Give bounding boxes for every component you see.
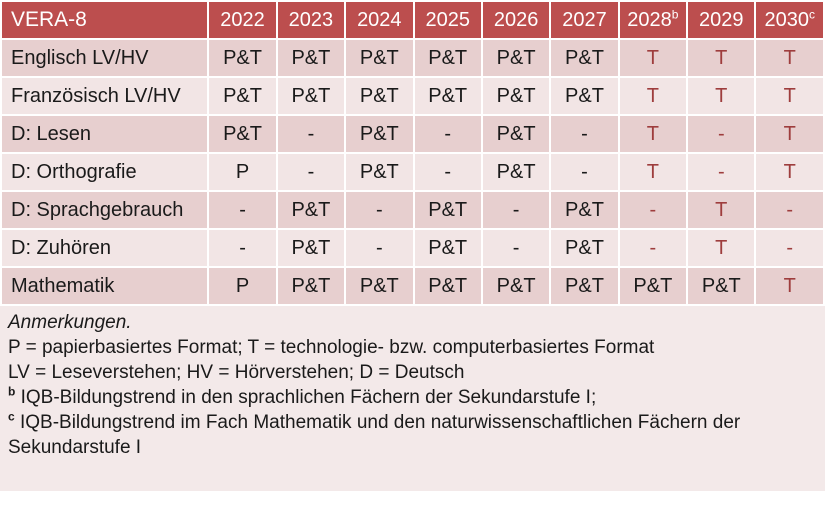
cell-2029: -	[688, 154, 754, 190]
cell-2024: -	[346, 192, 412, 228]
cell-2023: P&T	[278, 192, 344, 228]
cell-2026: P&T	[483, 116, 549, 152]
cell-2025: P&T	[415, 192, 481, 228]
table-row	[2, 78, 823, 114]
column-header-2026: 2026	[483, 2, 549, 38]
cell-2026: P&T	[483, 154, 549, 190]
cell-2027: P&T	[551, 40, 617, 76]
cell-2022: P&T	[209, 78, 275, 114]
row-label: D: Orthografie	[2, 154, 207, 190]
column-header-2027: 2027	[551, 2, 617, 38]
cell-2024: P&T	[346, 268, 412, 304]
column-header-2023: 2023	[278, 2, 344, 38]
cell-2025: P&T	[415, 268, 481, 304]
table-header-row	[2, 2, 823, 38]
table-row	[2, 116, 823, 152]
cell-2029: T	[688, 78, 754, 114]
cell-2029: T	[688, 192, 754, 228]
note-abbreviations: LV = Leseverstehen; HV = Hörverstehen; D = Deutsch	[8, 362, 465, 383]
table-row	[2, 268, 823, 304]
table-row	[2, 154, 823, 190]
cell-2027: P&T	[551, 230, 617, 266]
cell-2028: T	[620, 78, 686, 114]
cell-2026: -	[483, 230, 549, 266]
cell-2024: P&T	[346, 40, 412, 76]
column-header-superscript: b	[671, 6, 679, 21]
cell-2025: -	[415, 116, 481, 152]
cell-2029: P&T	[688, 268, 754, 304]
cell-2023: P&T	[278, 78, 344, 114]
notes-heading: Anmerkungen.	[8, 312, 132, 333]
row-label: D: Lesen	[2, 116, 207, 152]
cell-2022: -	[209, 192, 275, 228]
column-header-2030: 2030$^c$	[756, 2, 823, 38]
cell-2029: -	[688, 116, 754, 152]
cell-2028: -	[620, 230, 686, 266]
cell-2025: P&T	[415, 40, 481, 76]
cell-2030: T	[756, 78, 823, 114]
cell-2026: -	[483, 192, 549, 228]
cell-2023: P&T	[278, 230, 344, 266]
cell-2023: P&T	[278, 268, 344, 304]
cell-2025: -	[415, 154, 481, 190]
cell-2028: T	[620, 40, 686, 76]
cell-2030: T	[756, 116, 823, 152]
cell-2022: P&T	[209, 116, 275, 152]
footnote-b-text: IQB-Bildungstrend in den sprachlichen Fächern der Sekundarstufe I;	[20, 387, 597, 408]
note-formats: P = papierbasiertes Format; T = technologie- bzw. computerbasiertes Format	[8, 337, 655, 358]
footnote-c	[8, 410, 817, 460]
table-row	[2, 192, 823, 228]
cell-2025: P&T	[415, 78, 481, 114]
cell-2028: T	[620, 116, 686, 152]
cell-2027: P&T	[551, 268, 617, 304]
cell-2023: -	[278, 116, 344, 152]
table-body	[2, 40, 823, 304]
row-label: Mathematik	[2, 268, 207, 304]
cell-2027: -	[551, 116, 617, 152]
footnote-c-text: IQB-Bildungstrend im Fach Mathematik und den naturwissenschaftlichen Fächern der Sekundarstufe I	[8, 412, 741, 458]
cell-2027: P&T	[551, 192, 617, 228]
column-header-2022: 2022	[209, 2, 275, 38]
table-row	[2, 40, 823, 76]
cell-2030: -	[756, 192, 823, 228]
row-label: Englisch LV/HV	[2, 40, 207, 76]
cell-2025: P&T	[415, 230, 481, 266]
footnote-b-marker: b	[8, 384, 16, 399]
cell-2027: P&T	[551, 78, 617, 114]
cell-2024: P&T	[346, 78, 412, 114]
table-title: VERA-8	[2, 2, 207, 38]
row-label: D: Zuhören	[2, 230, 207, 266]
column-header-2028: 2028$^b$	[620, 2, 686, 38]
column-header-2024: 2024	[346, 2, 412, 38]
cell-2024: -	[346, 230, 412, 266]
cell-2030: -	[756, 230, 823, 266]
row-label: D: Sprachgebrauch	[2, 192, 207, 228]
cell-2029: T	[688, 40, 754, 76]
cell-2027: -	[551, 154, 617, 190]
column-header-superscript: c	[808, 6, 815, 21]
footnote-b	[8, 385, 817, 410]
cell-2026: P&T	[483, 78, 549, 114]
cell-2022: P	[209, 154, 275, 190]
cell-2023: P&T	[278, 40, 344, 76]
column-header-2029: 2029	[688, 2, 754, 38]
cell-2029: T	[688, 230, 754, 266]
cell-2022: P	[209, 268, 275, 304]
cell-2022: P&T	[209, 40, 275, 76]
cell-2030: T	[756, 40, 823, 76]
cell-2024: P&T	[346, 154, 412, 190]
cell-2022: -	[209, 230, 275, 266]
cell-2028: -	[620, 192, 686, 228]
cell-2030: T	[756, 154, 823, 190]
cell-2030: T	[756, 268, 823, 304]
cell-2028: P&T	[620, 268, 686, 304]
cell-2024: P&T	[346, 116, 412, 152]
cell-2028: T	[620, 154, 686, 190]
column-header-2025: 2025	[415, 2, 481, 38]
table-notes	[0, 306, 825, 491]
row-label: Französisch LV/HV	[2, 78, 207, 114]
footnote-c-marker: c	[8, 409, 15, 424]
cell-2023: -	[278, 154, 344, 190]
table-row	[2, 230, 823, 266]
cell-2026: P&T	[483, 268, 549, 304]
cell-2026: P&T	[483, 40, 549, 76]
